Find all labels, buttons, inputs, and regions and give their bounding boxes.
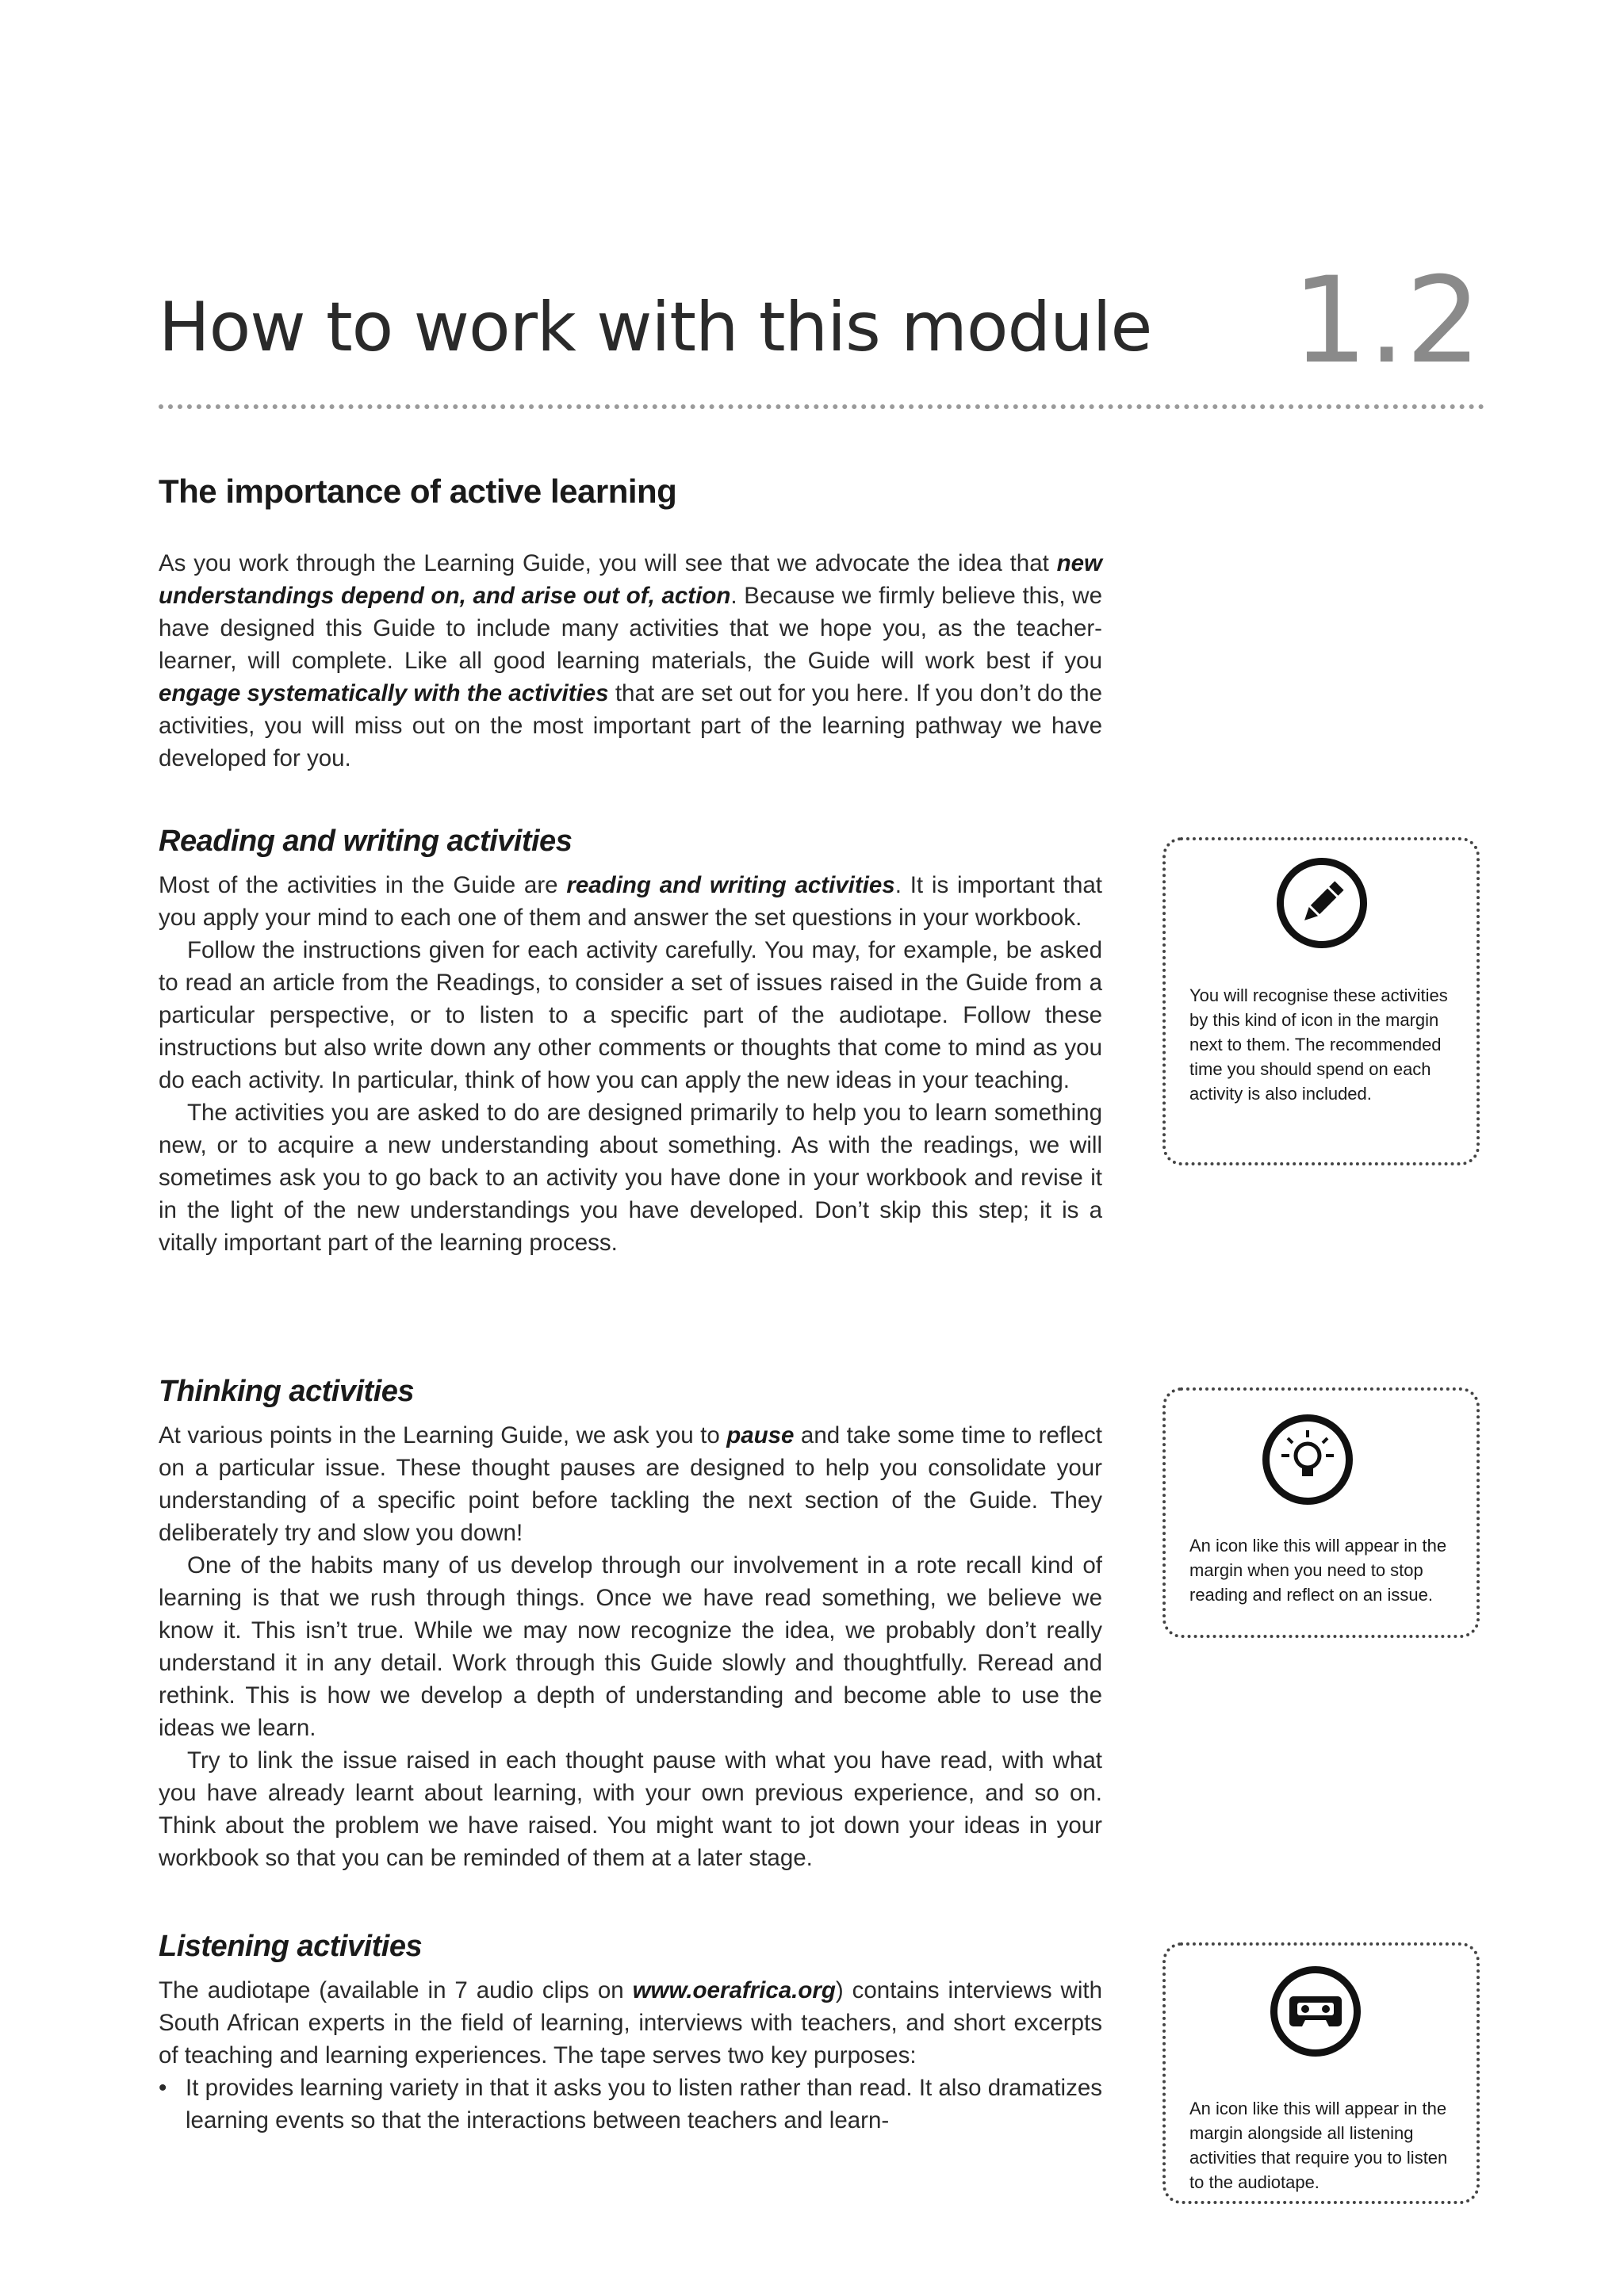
dotted-divider xyxy=(159,404,1484,409)
listening-paragraph-1: The audiotape (available in 7 audio clips on www.oerafrica.org) contains interviews with South African experts in the field of learning, interviews with teachers, and short excerpts of teaching and learning experiences. The tape serves two key purposes: xyxy=(159,1977,1103,2068)
intro-paragraph: As you work through the Learning Guide, you will see that we advocate the idea that new understandings depend on, and arise out of, action. Because we firmly believe this, we have designed this Guide to include many activities that we hope you, as the teacher-learner, will complete. Like all good learning materials, the Guide will work best if you engage systematically with the activities that are set out for you here. If you don’t do the activities, you will miss out on the most important part of the learning pathway we have developed for you. xyxy=(159,550,1102,771)
reading-margin-note xyxy=(1162,837,1480,1165)
thinking-margin-text: An icon like this will appear in the margin when you need to stop reading and reflect on an issue. xyxy=(1189,1536,1447,1605)
thinking-text xyxy=(159,1419,1102,1874)
section-heading: The importance of active learning xyxy=(159,473,677,510)
reading-text xyxy=(159,869,1102,1259)
thinking-heading: Thinking activities xyxy=(159,1375,415,1408)
thinking-paragraph-2: One of the habits many of us develop through our involvement in a rote recall kind of learning is that we rush through things. Once we have read something, we believe we know it. This isn’t true. While we may now recognize the idea, we probably don’t really understand it in any detail. Work through this Guide slowly and thoughtfully. Reread and rethink. This is how we develop a depth of understanding and become able to use the ideas we learn. xyxy=(159,1552,1102,1741)
listening-text xyxy=(159,1974,1102,2137)
reading-heading: Reading and writing activities xyxy=(159,825,573,858)
section-number: 1.2 xyxy=(1292,252,1481,390)
reading-margin-text: You will recognise these activities by this kind of icon in the margin next to them. The recommended time you should spend on each activity is also included. xyxy=(1189,985,1448,1104)
listening-bullets xyxy=(159,2072,1102,2137)
reading-paragraph-3: The activities you are asked to do are designed primarily to help you to learn something new, or to acquire a new understanding about something. As with the readings, we will sometimes ask you to go back to an activity you have done in your workbook and revise it in the light of the new understandings you have developed. Don’t skip this step; it is a vitally important part of the learning process. xyxy=(159,1100,1102,1256)
reading-paragraph-2: Follow the instructions given for each activity carefully. You may, for example, be asked to read an article from the Readings, to consider a set of issues raised in the Guide from a particular perspective, or to listen to a specific part of the audiotape. Follow these instructions but also write down any other comments or thoughts that come to mind as you do each activity. In particular, think of how you can apply the new ideas in your teaching. xyxy=(159,937,1102,1093)
thinking-paragraph-3: Try to link the issue raised in each thought pause with what you have read, with what you have already learnt about learning, with your own previous experience, and so on. Think about the problem we have raised. You might want to jot down your ideas in your workbook so that you can be reminded of them at a later stage. xyxy=(159,1747,1102,1871)
page-title: How to work with this module xyxy=(159,288,1152,367)
listening-margin-text: An icon like this will appear in the margin alongside all listening activities that require you to listen to the audiotape. xyxy=(1189,2099,1448,2192)
intro-text xyxy=(159,547,1102,775)
lightbulb-icon xyxy=(1262,1414,1353,1505)
pencil-icon xyxy=(1277,858,1367,948)
list-item: • It provides learning variety in that it asks you to listen rather than read. It also dramatizes learning events so that the interactions between teachers and learn- xyxy=(159,2072,1102,2137)
listening-heading: Listening activities xyxy=(159,1930,423,1963)
reading-paragraph-1: Most of the activities in the Guide are reading and writing activities. It is important that you apply your mind to each one of them and answer the set questions in your workbook. xyxy=(159,872,1102,931)
cassette-icon xyxy=(1270,1966,1361,2057)
thinking-paragraph-1: At various points in the Learning Guide, we ask you to pause and take some time to reflect on a particular issue. These thought pauses are designed to help you consolidate your understanding of a specific point before tackling the next section of the Guide. They deliberately try and slow you down! xyxy=(159,1422,1102,1546)
thinking-margin-note xyxy=(1162,1387,1480,1638)
listening-margin-note xyxy=(1162,1942,1480,2204)
